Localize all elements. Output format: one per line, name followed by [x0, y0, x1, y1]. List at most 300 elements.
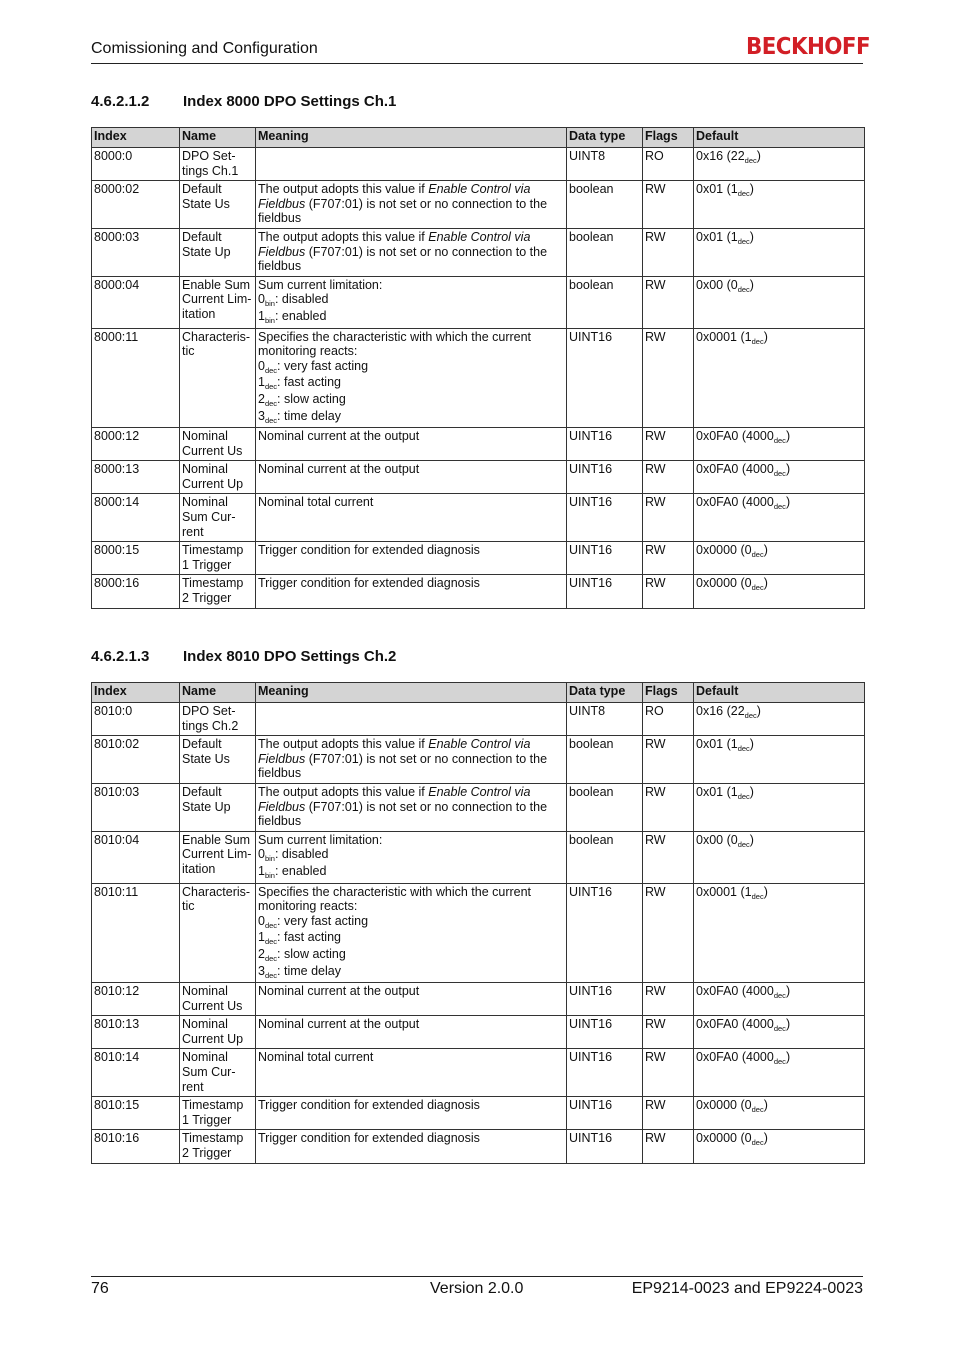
cell-meaning	[256, 831, 567, 883]
subscript: dec	[751, 1138, 764, 1148]
table-row	[92, 428, 865, 461]
default-value: )	[785, 495, 791, 510]
subscript: dec	[751, 891, 764, 901]
meaning-text: (F707:01) is not set or no connection to the fieldbus	[258, 244, 548, 274]
meaning-line	[258, 885, 564, 914]
cell-default	[694, 1016, 865, 1049]
cell-flags: RW	[643, 542, 694, 575]
meaning-line	[258, 1131, 564, 1146]
subscript: dec	[744, 711, 757, 720]
meaning-text: Nominal total current	[258, 495, 374, 510]
cell-meaning	[256, 883, 567, 983]
subscript: dec	[773, 1024, 786, 1034]
cell-name: DPO Set- tings Ch.2	[180, 703, 256, 736]
table-row	[92, 148, 865, 181]
cell-flags: RW	[643, 736, 694, 784]
cell-name: Nominal Current Us	[180, 983, 256, 1016]
default-value: )	[749, 832, 754, 847]
default-value: )	[756, 149, 761, 163]
col-header-flags: Flags	[643, 128, 694, 148]
cell-index: 8010:13	[92, 1016, 180, 1049]
cell-index: 8010:12	[92, 983, 180, 1016]
meaning-line	[258, 785, 564, 829]
meaning-text: Nominal current at the output	[258, 429, 420, 444]
meaning-line	[258, 914, 564, 931]
cell-flags: RW	[643, 228, 694, 276]
cell-flags: RO	[643, 148, 694, 181]
subscript: dec	[737, 744, 750, 754]
cell-flags: RW	[643, 983, 694, 1016]
default-value: 0x0FA0 (4000	[696, 495, 774, 510]
section-number: 4.6.2.1.3	[91, 648, 150, 665]
cell-default	[694, 831, 865, 883]
cell-flags: RW	[643, 1016, 694, 1049]
col-header-default: Default	[694, 128, 865, 148]
meaning-line	[258, 462, 564, 477]
default-value: )	[763, 1098, 768, 1113]
table-row	[92, 1016, 865, 1049]
subscript: bin	[264, 299, 275, 309]
cell-meaning	[256, 181, 567, 229]
cell-default	[694, 494, 865, 542]
meaning-text: : disabled	[274, 847, 329, 862]
subscript: dec	[737, 236, 750, 246]
cell-flags: RW	[643, 1049, 694, 1097]
cell-name: Default State Up	[180, 228, 256, 276]
cell-index: 8010:16	[92, 1130, 180, 1163]
cell-data-type: UINT16	[567, 1049, 643, 1097]
cell-name: Enable Sum Current Lim- itation	[180, 831, 256, 883]
subscript: dec	[737, 284, 750, 294]
meaning-line	[258, 182, 564, 226]
cell-flags: RW	[643, 575, 694, 608]
default-value: 0x16 (22	[696, 704, 745, 718]
default-value: )	[749, 737, 754, 752]
meaning-line	[258, 947, 564, 964]
table-header-row	[92, 128, 865, 148]
meaning-text: Trigger condition for extended diagnosis	[258, 543, 480, 558]
default-value: 0x0FA0 (4000	[696, 1017, 774, 1032]
subscript: bin	[264, 854, 275, 864]
page-number: 76	[91, 1280, 109, 1297]
meaning-line	[258, 375, 564, 392]
subscript: dec	[773, 502, 786, 512]
meaning-text: : very fast acting	[277, 358, 369, 373]
cell-meaning	[256, 148, 567, 181]
meaning-text: 3	[258, 963, 265, 978]
cell-meaning	[256, 494, 567, 542]
header-divider	[91, 63, 863, 64]
meaning-text: : time delay	[277, 408, 341, 423]
meaning-text: Nominal total current	[258, 1050, 374, 1065]
default-value: )	[763, 543, 768, 558]
meaning-text: (F707:01) is not set or no connection to the fieldbus	[258, 799, 548, 829]
section-title: Index 8000 DPO Settings Ch.1	[183, 93, 397, 110]
meaning-text: : time delay	[277, 963, 341, 978]
object-table-8000	[91, 127, 865, 609]
section-number: 4.6.2.1.2	[91, 93, 150, 110]
meaning-text: (F707:01) is not set or no connection to the fieldbus	[258, 196, 548, 226]
cell-index: 8000:04	[92, 276, 180, 328]
cell-data-type: UINT16	[567, 328, 643, 428]
cell-name: Nominal Current Up	[180, 1016, 256, 1049]
default-value: )	[749, 277, 754, 292]
footer-divider	[91, 1276, 863, 1277]
meaning-text: 2	[258, 946, 265, 961]
default-value: )	[785, 429, 791, 444]
meaning-text: Specifies the characteristic with which the current monitoring reacts:	[258, 329, 532, 359]
page-header-title: Comissioning and Configuration	[91, 40, 318, 57]
meaning-text: : slow acting	[277, 391, 346, 406]
cell-data-type: UINT16	[567, 883, 643, 983]
meaning-text: Nominal current at the output	[258, 984, 420, 999]
meaning-text: Nominal current at the output	[258, 462, 420, 477]
section-title: Index 8010 DPO Settings Ch.2	[183, 648, 397, 665]
default-value: 0x0001 (1	[696, 884, 752, 899]
cell-default	[694, 1130, 865, 1163]
table-row	[92, 1130, 865, 1163]
cell-flags: RW	[643, 328, 694, 428]
meaning-line	[258, 429, 564, 444]
cell-name: Nominal Current Us	[180, 428, 256, 461]
cell-index: 8000:02	[92, 181, 180, 229]
subscript: dec	[751, 583, 764, 593]
cell-name: Default State Us	[180, 181, 256, 229]
subscript: dec	[751, 336, 764, 346]
cell-meaning	[256, 542, 567, 575]
meaning-text: : fast acting	[277, 375, 341, 390]
col-header-index: Index	[92, 683, 180, 703]
meaning-text: 1	[258, 930, 265, 945]
cell-meaning	[256, 575, 567, 608]
cell-index: 8010:04	[92, 831, 180, 883]
table-row	[92, 703, 865, 736]
meaning-line	[258, 964, 564, 981]
cell-default	[694, 276, 865, 328]
cell-index: 8000:12	[92, 428, 180, 461]
default-value: 0x00 (0	[696, 277, 738, 292]
meaning-text: The output adopts this value if	[258, 737, 429, 752]
default-value: 0x16 (22	[696, 149, 745, 163]
meaning-text: 0	[258, 292, 265, 307]
cell-name: Timestamp 1 Trigger	[180, 1097, 256, 1130]
cell-name: Characteris- tic	[180, 883, 256, 983]
meaning-line	[258, 930, 564, 947]
meaning-text: 1	[258, 308, 265, 323]
cell-default	[694, 783, 865, 831]
subscript: dec	[773, 1057, 786, 1067]
meaning-line	[258, 330, 564, 359]
cell-index: 8000:16	[92, 575, 180, 608]
cell-default	[694, 1049, 865, 1097]
cell-flags: RW	[643, 883, 694, 983]
meaning-text: Sum current limitation:	[258, 832, 383, 847]
cell-data-type: boolean	[567, 276, 643, 328]
cell-name: Enable Sum Current Lim- itation	[180, 276, 256, 328]
col-header-default: Default	[694, 683, 865, 703]
subscript: dec	[264, 937, 278, 947]
meaning-line	[258, 392, 564, 409]
cell-data-type: boolean	[567, 736, 643, 784]
cell-flags: RO	[643, 703, 694, 736]
cell-index: 8000:11	[92, 328, 180, 428]
meaning-line	[258, 409, 564, 426]
meaning-text: Trigger condition for extended diagnosis	[258, 576, 480, 591]
cell-flags: RW	[643, 428, 694, 461]
meaning-text: Enable Control via Fieldbus	[258, 182, 531, 211]
subscript: dec	[264, 382, 278, 392]
cell-default	[694, 428, 865, 461]
subscript: dec	[744, 156, 757, 165]
subscript: dec	[737, 189, 750, 199]
cell-data-type: boolean	[567, 181, 643, 229]
cell-meaning	[256, 703, 567, 736]
meaning-line	[258, 230, 564, 274]
subscript: dec	[264, 920, 278, 930]
cell-flags: RW	[643, 181, 694, 229]
col-header-name: Name	[180, 683, 256, 703]
table-row	[92, 575, 865, 608]
meaning-text: Sum current limitation:	[258, 277, 383, 292]
default-value: 0x0FA0 (4000	[696, 429, 774, 444]
table-row	[92, 783, 865, 831]
default-value: 0x0000 (0	[696, 1131, 752, 1146]
meaning-line	[258, 543, 564, 558]
cell-default	[694, 883, 865, 983]
section-heading-8010	[91, 648, 396, 665]
col-header-data-type: Data type	[567, 128, 643, 148]
cell-meaning	[256, 983, 567, 1016]
default-value: )	[749, 229, 754, 244]
cell-index: 8000:15	[92, 542, 180, 575]
meaning-text: Nominal current at the output	[258, 1017, 420, 1032]
cell-meaning	[256, 428, 567, 461]
subscript: dec	[773, 469, 786, 479]
subscript: dec	[773, 991, 786, 1001]
cell-meaning	[256, 1130, 567, 1163]
meaning-text: Specifies the characteristic with which the current monitoring reacts:	[258, 884, 532, 914]
cell-data-type: boolean	[567, 228, 643, 276]
cell-default	[694, 736, 865, 784]
subscript: dec	[264, 365, 278, 375]
subscript: dec	[264, 953, 278, 963]
meaning-text: Enable Control via Fieldbus	[258, 784, 531, 814]
subscript: dec	[737, 791, 750, 801]
cell-data-type: UINT16	[567, 1130, 643, 1163]
col-header-meaning: Meaning	[256, 683, 567, 703]
cell-default	[694, 148, 865, 181]
cell-flags: RW	[643, 783, 694, 831]
meaning-text: : enabled	[274, 308, 327, 323]
meaning-line	[258, 495, 564, 510]
subscript: bin	[264, 315, 275, 325]
cell-flags: RW	[643, 461, 694, 494]
cell-index: 8000:13	[92, 461, 180, 494]
cell-meaning	[256, 228, 567, 276]
meaning-line	[258, 984, 564, 999]
meaning-line	[258, 847, 564, 864]
cell-meaning	[256, 461, 567, 494]
meaning-line	[258, 833, 564, 848]
cell-default	[694, 703, 865, 736]
cell-index: 8010:11	[92, 883, 180, 983]
meaning-line	[258, 1017, 564, 1032]
default-value: 0x00 (0	[696, 832, 738, 847]
subscript: dec	[751, 550, 764, 560]
default-value: )	[785, 1050, 791, 1065]
cell-name: Default State Up	[180, 783, 256, 831]
meaning-line	[258, 1098, 564, 1113]
subscript: bin	[264, 870, 275, 880]
subscript: dec	[751, 1105, 764, 1115]
meaning-text: (F707:01) is not set or no connection to the fieldbus	[258, 751, 548, 781]
default-value: 0x0000 (0	[696, 1098, 752, 1113]
cell-data-type: UINT8	[567, 148, 643, 181]
cell-index: 8000:03	[92, 228, 180, 276]
default-value: 0x0FA0 (4000	[696, 462, 774, 477]
cell-default	[694, 228, 865, 276]
cell-index: 8000:14	[92, 494, 180, 542]
cell-default	[694, 983, 865, 1016]
table-row	[92, 494, 865, 542]
cell-data-type: UINT16	[567, 575, 643, 608]
meaning-text: 0	[258, 913, 265, 928]
cell-index: 8010:02	[92, 736, 180, 784]
default-value: 0x01 (1	[696, 229, 738, 244]
subscript: dec	[773, 436, 786, 446]
meaning-text: 2	[258, 391, 265, 406]
table-row	[92, 461, 865, 494]
meaning-line	[258, 737, 564, 781]
default-value: )	[756, 704, 761, 718]
table-row	[92, 736, 865, 784]
meaning-line	[258, 359, 564, 376]
table-body	[92, 148, 865, 609]
cell-index: 8010:0	[92, 703, 180, 736]
cell-data-type: boolean	[567, 831, 643, 883]
beckhoff-logo: BECKHOFF	[746, 34, 871, 60]
meaning-line	[258, 292, 564, 309]
default-value: 0x01 (1	[696, 784, 738, 799]
cell-default	[694, 328, 865, 428]
cell-data-type: UINT16	[567, 1016, 643, 1049]
default-value: 0x0FA0 (4000	[696, 1050, 774, 1065]
subscript: dec	[737, 839, 750, 849]
cell-data-type: UINT16	[567, 542, 643, 575]
meaning-text: The output adopts this value if	[258, 229, 429, 244]
default-value: )	[749, 182, 754, 197]
col-header-index: Index	[92, 128, 180, 148]
meaning-line	[258, 576, 564, 591]
meaning-line	[258, 864, 564, 881]
meaning-text: : fast acting	[277, 930, 341, 945]
default-value: 0x01 (1	[696, 737, 738, 752]
meaning-text: Enable Control via Fieldbus	[258, 737, 531, 766]
table-header-row	[92, 683, 865, 703]
meaning-line	[258, 1050, 564, 1065]
default-value: 0x0000 (0	[696, 543, 752, 558]
default-value: )	[785, 984, 791, 999]
cell-meaning	[256, 276, 567, 328]
meaning-line	[258, 278, 564, 293]
cell-flags: RW	[643, 276, 694, 328]
table-row	[92, 983, 865, 1016]
meaning-text: : enabled	[274, 863, 327, 878]
cell-data-type: UINT16	[567, 983, 643, 1016]
meaning-text: 3	[258, 408, 265, 423]
table-row	[92, 1049, 865, 1097]
default-value: )	[763, 329, 768, 344]
subscript: dec	[264, 415, 278, 425]
cell-default	[694, 542, 865, 575]
cell-data-type: boolean	[567, 783, 643, 831]
meaning-text: : slow acting	[277, 946, 346, 961]
cell-name: Nominal Sum Cur- rent	[180, 1049, 256, 1097]
meaning-line	[258, 309, 564, 326]
cell-meaning	[256, 1097, 567, 1130]
meaning-text: 0	[258, 358, 265, 373]
default-value: 0x0000 (0	[696, 576, 752, 591]
cell-default	[694, 181, 865, 229]
cell-name: Nominal Sum Cur- rent	[180, 494, 256, 542]
document-version: Version 2.0.0	[430, 1280, 524, 1297]
cell-data-type: UINT16	[567, 1097, 643, 1130]
default-value: 0x0FA0 (4000	[696, 984, 774, 999]
default-value: )	[785, 462, 791, 477]
cell-meaning	[256, 736, 567, 784]
cell-meaning	[256, 1016, 567, 1049]
meaning-text: 1	[258, 375, 265, 390]
cell-meaning	[256, 328, 567, 428]
meaning-text: Trigger condition for extended diagnosis	[258, 1098, 480, 1113]
cell-name: DPO Set- tings Ch.1	[180, 148, 256, 181]
col-header-name: Name	[180, 128, 256, 148]
table-row	[92, 276, 865, 328]
cell-flags: RW	[643, 494, 694, 542]
col-header-meaning: Meaning	[256, 128, 567, 148]
table-row	[92, 328, 865, 428]
table-body	[92, 703, 865, 1164]
product-name: EP9214-0023 and EP9224-0023	[631, 1280, 863, 1297]
meaning-text: Enable Control via Fieldbus	[258, 229, 531, 259]
cell-flags: RW	[643, 1130, 694, 1163]
cell-flags: RW	[643, 831, 694, 883]
table-row	[92, 542, 865, 575]
meaning-text: Trigger condition for extended diagnosis	[258, 1131, 480, 1146]
cell-data-type: UINT16	[567, 428, 643, 461]
cell-default	[694, 1097, 865, 1130]
cell-index: 8010:14	[92, 1049, 180, 1097]
table-row	[92, 181, 865, 229]
meaning-text: 0	[258, 847, 265, 862]
cell-index: 8010:15	[92, 1097, 180, 1130]
section-heading-8000	[91, 93, 396, 110]
cell-meaning	[256, 1049, 567, 1097]
subscript: dec	[264, 398, 278, 408]
cell-flags: RW	[643, 1097, 694, 1130]
table-row	[92, 228, 865, 276]
default-value: )	[763, 1131, 768, 1146]
default-value: )	[749, 784, 754, 799]
cell-name: Timestamp 2 Trigger	[180, 575, 256, 608]
cell-data-type: UINT8	[567, 703, 643, 736]
cell-data-type: UINT16	[567, 494, 643, 542]
cell-name: Default State Us	[180, 736, 256, 784]
default-value: 0x01 (1	[696, 182, 738, 197]
meaning-text: : disabled	[274, 292, 329, 307]
cell-index: 8000:0	[92, 148, 180, 181]
meaning-text: The output adopts this value if	[258, 784, 429, 799]
